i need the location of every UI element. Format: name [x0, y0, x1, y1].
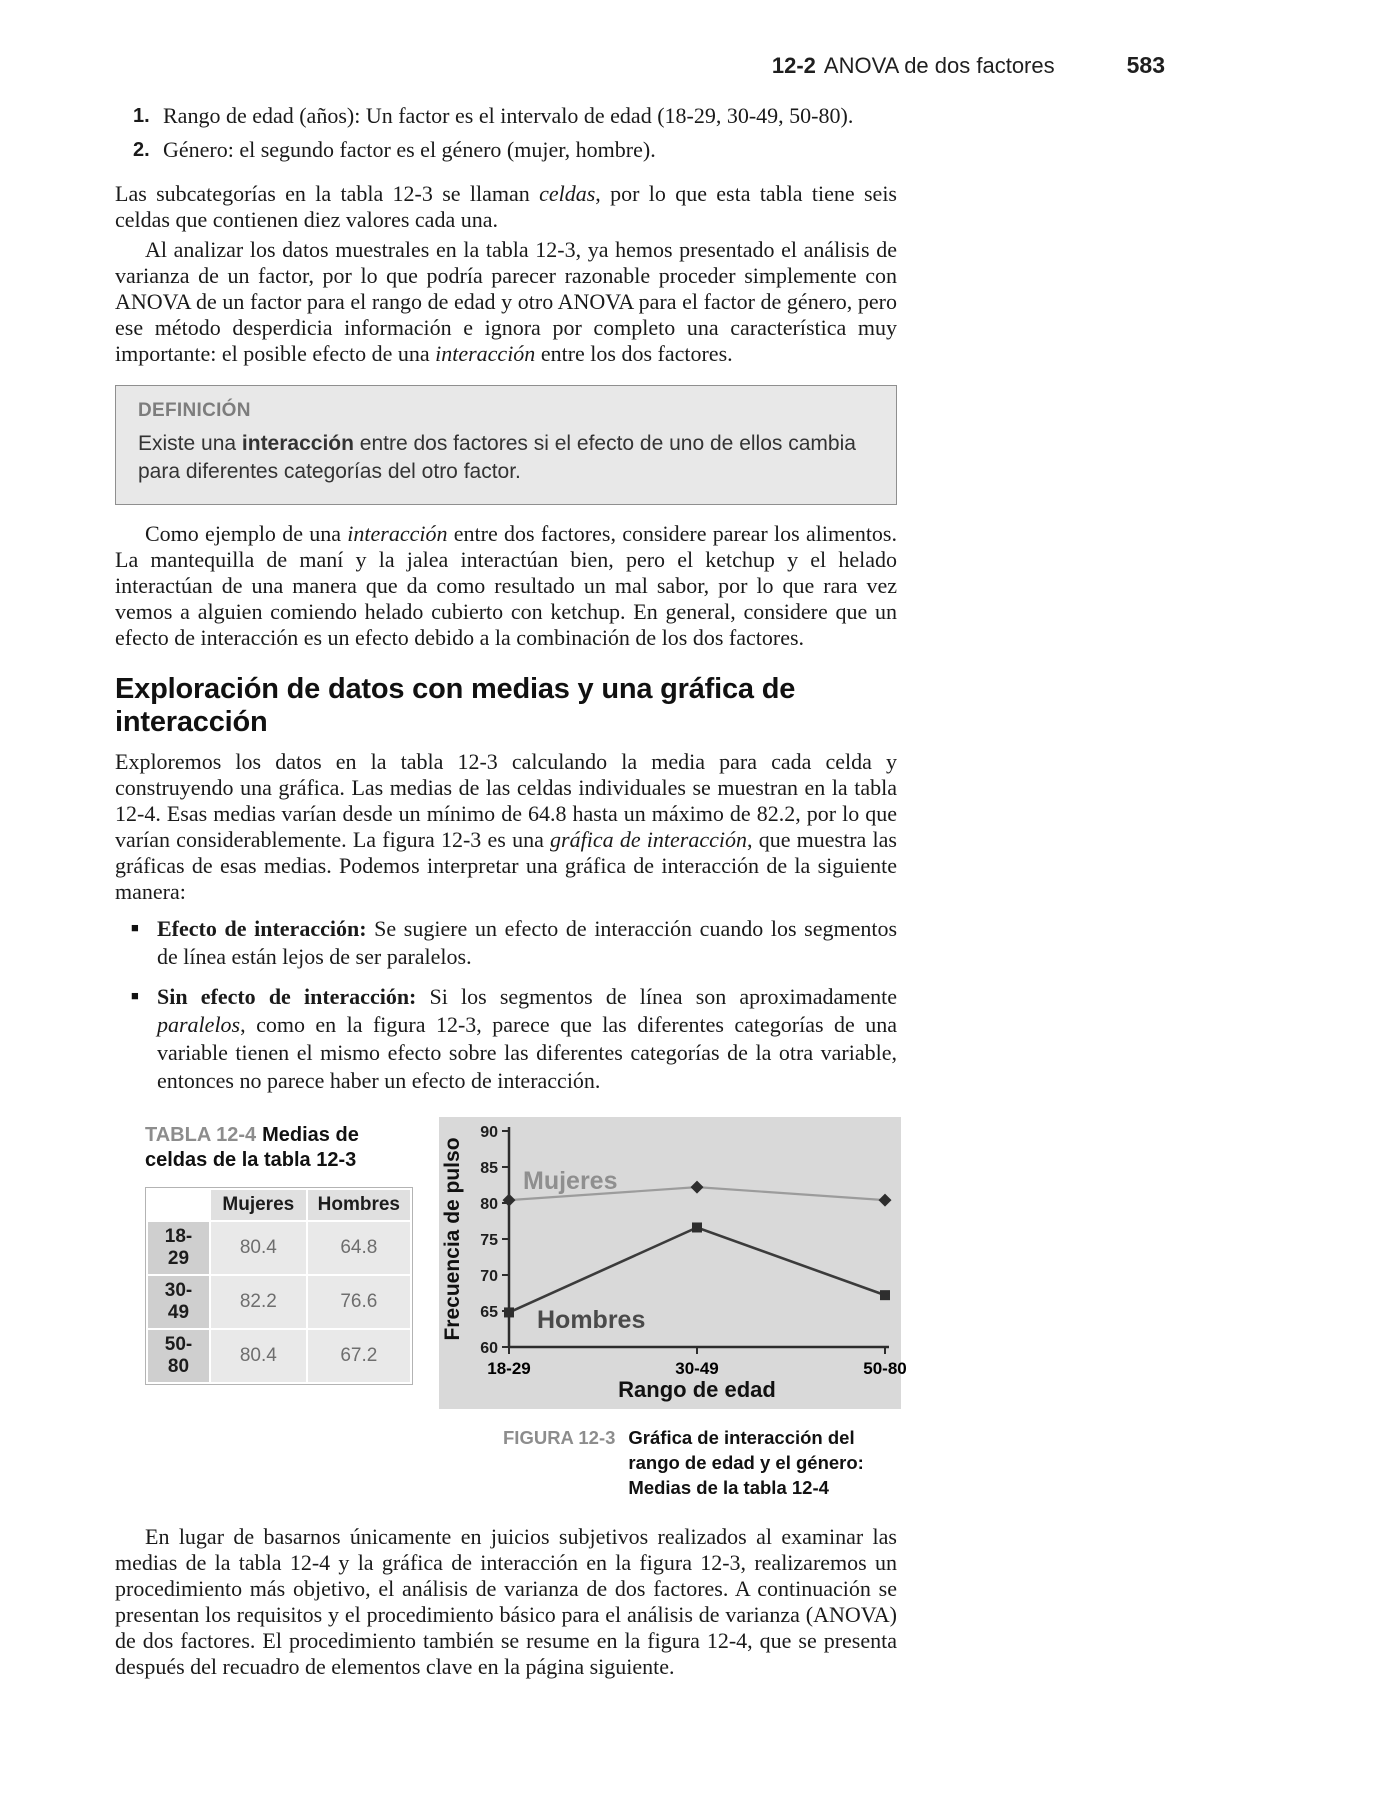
table-header-row [148, 1190, 410, 1220]
y-tick-label: 70 [480, 1268, 498, 1285]
page-header [772, 52, 1165, 79]
figure-label: FIGURA 12-3 [503, 1427, 616, 1448]
table-label: TABLA 12-4 [145, 1124, 257, 1146]
paragraph: Exploremos los datos en la tabla 12-3 calculando la media para cada celda y construyendo una gráfica. Las medias de las celdas individuales se muestran en la tabla 12-4. Esas medias varían desde un mínimo de 64.8 hasta un máximo de 82.2, por lo que varían considerablemente. La figura 12-3 es una gráfica de interacción, que muestra las gráficas de esas medias. Podemos interpretar una gráfica de interacción de la siguiente manera: [115, 749, 897, 904]
y-axis-label: Frecuencia de pulso [441, 1137, 464, 1341]
interaction-chart [439, 1117, 907, 1409]
data-point-diamond [879, 1194, 892, 1207]
table-cell: 67.2 [308, 1330, 410, 1382]
paragraph: Como ejemplo de una interacción entre dos factores, considere parear los alimentos. La mantequilla de maní y la jalea interactúan bien, pero el ketchup y el helado interactúan de una manera que da como resultado un mal sabor, por lo que rara vez vemos a alguien comiendo helado cubierto con ketchup. En general, considere que un efecto de interacción es un efecto debido a la combinación de los dos factores. [115, 521, 897, 650]
list-item-text: Rango de edad (años): Un factor es el intervalo de edad (18-29, 30-49, 50-80). [163, 103, 854, 128]
y-tick-label: 85 [480, 1160, 498, 1177]
paragraph: Al analizar los datos muestrales en la tabla 12-3, ya hemos presentado el análisis de varianza de un factor, por lo que podría parecer razonable proceder simplemente con ANOVA de un factor para el rango de edad y otro ANOVA para el factor de género, pero ese método desperdicia información e ignora por completo una característica muy importante: el posible efecto de una interacción entre los dos factores. [115, 237, 897, 366]
table-corner-cell [148, 1190, 209, 1220]
paragraph: En lugar de basarnos únicamente en juicios subjetivos realizados al examinar las medias de la tabla 12-4 y la gráfica de interacción en la figura 12-3, realizaremos un procedimiento más objetivo, el análisis de varianza de dos factores. A continuación se presentan los requisitos y el procedimiento básico para el análisis de varianza (ANOVA) de dos factores. El procedimiento también se resume en la figura 12-4, que se presenta después del recuadro de elementos clave en la página siguiente. [115, 1524, 897, 1679]
bullet-square-icon: ■ [131, 988, 139, 1003]
table-title-text: Medias de celdas de la tabla 12-3 [145, 1124, 359, 1171]
list-item-number: 2. [133, 139, 150, 161]
column-header-hombres: Hombres [308, 1190, 410, 1220]
list-item-number: 1. [133, 105, 150, 127]
x-tick-label: 30-49 [675, 1359, 719, 1378]
data-point-square [880, 1290, 890, 1300]
y-tick-label: 90 [480, 1124, 498, 1141]
list-item-text: Género: el segundo factor es el género (mujer, hombre). [163, 137, 656, 162]
table-row [148, 1330, 410, 1382]
definition-title: DEFINICIÓN [138, 400, 251, 421]
y-tick-label: 80 [480, 1196, 498, 1213]
row-header: 18-29 [148, 1222, 209, 1274]
table-cell: 80.4 [211, 1330, 306, 1382]
table-title [145, 1123, 413, 1173]
table-cell: 82.2 [211, 1276, 306, 1328]
data-point-square [504, 1307, 514, 1317]
running-head [772, 53, 1055, 79]
table-cell: 80.4 [211, 1222, 306, 1274]
table-cell: 76.6 [308, 1276, 410, 1328]
series-line-hombres [509, 1227, 885, 1312]
page-number: 583 [1126, 52, 1165, 78]
bullet-text: Efecto de interacción: Se sugiere un efecto de interacción cuando los segmentos de línea están lejos de ser paralelos. [157, 916, 898, 969]
table-12-4-block [145, 1117, 413, 1500]
data-point-diamond [503, 1194, 516, 1207]
column-header-mujeres: Mujeres [211, 1190, 306, 1220]
row-header: 50-80 [148, 1330, 209, 1382]
x-tick-label: 50-80 [863, 1359, 907, 1378]
data-point-diamond [691, 1181, 704, 1194]
paragraph: Las subcategorías en la tabla 12-3 se llaman celdas, por lo que esta tabla tiene seis celdas que contienen diez valores cada una. [115, 181, 897, 232]
row-header: 30-49 [148, 1276, 209, 1328]
definition-box [115, 385, 897, 505]
interaction-chart-svg [439, 1117, 907, 1409]
series-label-mujeres: Mujeres [523, 1167, 618, 1195]
x-tick-label: 18-29 [487, 1359, 531, 1378]
table-12-4 [145, 1187, 413, 1385]
list-item-1 [133, 103, 897, 129]
list-item-2 [133, 137, 897, 163]
series-label-hombres: Hombres [537, 1306, 646, 1334]
section-number: 12-2 [771, 53, 816, 78]
section-heading: Exploración de datos con medias y una gráfica de interacción [115, 673, 796, 738]
data-point-square [692, 1222, 702, 1232]
bullet-item-1 [131, 915, 897, 971]
table-cell: 64.8 [308, 1222, 410, 1274]
bullet-square-icon: ■ [131, 920, 139, 935]
bullet-text: Sin efecto de interacción: Si los segmentos de línea son aproximadamente paralelos, como en la figura 12-3, parece que las diferentes categorías de una variable tienen el mismo efecto sobre las diferentes categorías de la otra variable, entonces no parece haber un efecto de interacción. [157, 984, 898, 1093]
y-tick-label: 65 [480, 1304, 498, 1321]
definition-text: Existe una interacción entre dos factores si el efecto de uno de ellos cambia para diferentes categorías del otro factor. [138, 432, 856, 483]
y-tick-label: 75 [480, 1232, 498, 1249]
section-title: ANOVA de dos factores [823, 53, 1055, 78]
table-row [148, 1222, 410, 1274]
y-tick-label: 60 [480, 1340, 498, 1357]
x-axis-label: Rango de edad [618, 1377, 776, 1402]
figure-caption: Gráfica de interacción del rango de edad y el género: Medias de la tabla 12-4 [628, 1427, 864, 1498]
chart-block [439, 1117, 907, 1500]
figure-12-3-block [115, 1117, 907, 1500]
table-row [148, 1276, 410, 1328]
page-body [115, 103, 907, 1684]
figure-caption-block [503, 1425, 901, 1500]
bullet-item-2 [131, 983, 897, 1095]
